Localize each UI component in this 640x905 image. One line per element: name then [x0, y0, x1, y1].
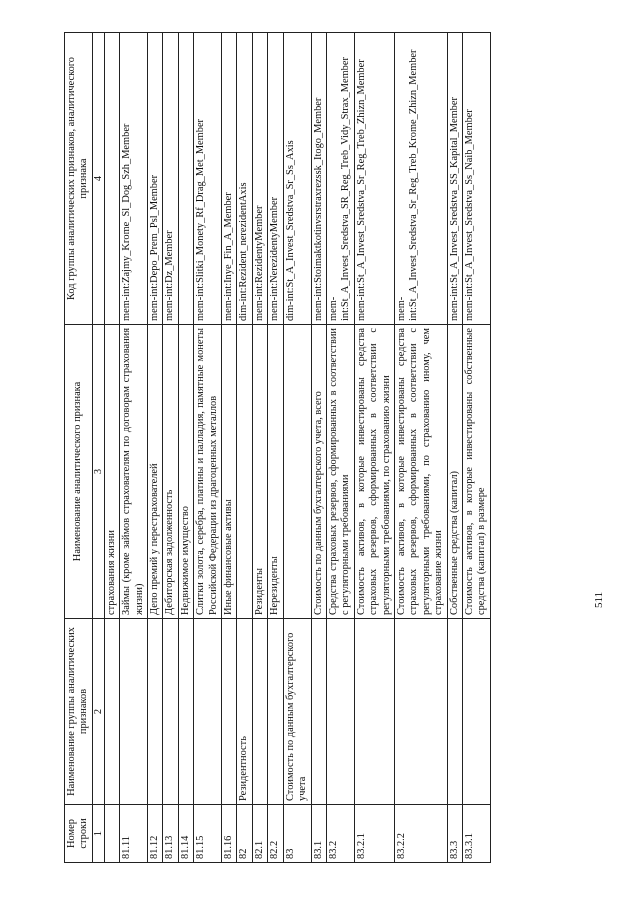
- table-row: [326, 33, 354, 863]
- table-row: [311, 33, 326, 863]
- row-number-cell: 81.14: [178, 805, 193, 863]
- attribute-name-cell: Слитки золота, серебра, платины и палладия, памятные монеты Российской Федерации из драгоценных металлов: [194, 325, 222, 619]
- attribute-name-cell: Недвижимое имущество: [178, 325, 193, 619]
- code-cell: dim-int:Rezident_nerezidentAxis: [237, 33, 252, 325]
- column-number: 3: [92, 325, 104, 619]
- table-row: [163, 33, 178, 863]
- group-name-cell: [120, 619, 148, 805]
- attribute-name-cell: Стоимость активов, в которые инвестированы собственные средства (капитал) в размере: [462, 325, 490, 619]
- attribute-name-cell: Нерезиденты: [268, 325, 283, 619]
- header-group-name: Наименование группы аналитических признаков: [65, 619, 93, 805]
- group-name-cell: [178, 619, 193, 805]
- code-cell: mem-int:Inye_Fin_A_Member: [222, 33, 237, 325]
- code-cell: mem-int:Zajmy_Krome_Sl_Dog_Szh_Member: [120, 33, 148, 325]
- attribute-name-cell: страхования жизни: [104, 325, 119, 619]
- analytic-attributes-table: [64, 32, 491, 863]
- row-number-cell: 83: [283, 805, 311, 863]
- row-number-cell: 83.2: [326, 805, 354, 863]
- group-name-cell: [194, 619, 222, 805]
- attribute-name-cell: [237, 325, 252, 619]
- header-row: [65, 33, 93, 863]
- attribute-name-cell: Стоимость активов, в которые инвестированы средства страховых резервов, сформированных в соответствии с регуляторными требованиями, по страхованию иному, чем страхование жизни: [394, 325, 447, 619]
- row-number-cell: 83.1: [311, 805, 326, 863]
- group-name-cell: [148, 619, 163, 805]
- attribute-name-cell: Собственные средства (капитал): [447, 325, 462, 619]
- group-name-cell: [222, 619, 237, 805]
- row-number-cell: 81.12: [148, 805, 163, 863]
- code-cell: mem-int:Slitki_Monety_Rf_Drag_Met_Member: [194, 33, 222, 325]
- row-number-cell: 83.2.2: [394, 805, 447, 863]
- table-row: [462, 33, 490, 863]
- table-body: [104, 33, 490, 863]
- row-number-cell: 81.13: [163, 805, 178, 863]
- code-cell: mem-int:St_A_Invest_Sredstva_Sr_Reg_Treb_Krome_Zhizn_Member: [394, 33, 447, 325]
- code-cell: mem-int:St_A_Invest_Sredstva_SR_Reg_Treb_Vidy_Strax_Member: [326, 33, 354, 325]
- column-number: 2: [92, 619, 104, 805]
- column-number: 4: [92, 33, 104, 325]
- attribute-name-cell: Займы (кроме займов страхователям по договорам страхования жизни): [120, 325, 148, 619]
- code-cell: mem-int:NerezidentyMember: [268, 33, 283, 325]
- group-name-cell: [163, 619, 178, 805]
- attribute-name-cell: [283, 325, 311, 619]
- row-number-cell: 83.2.1: [354, 805, 394, 863]
- code-cell: mem-int:St_A_Invest_Sredstva_Ss_Naib_Member: [462, 33, 490, 325]
- column-number-row: [92, 33, 104, 863]
- attribute-name-cell: Резиденты: [252, 325, 267, 619]
- group-name-cell: [462, 619, 490, 805]
- table-row: [447, 33, 462, 863]
- group-name-cell: [104, 619, 119, 805]
- group-name-cell: [311, 619, 326, 805]
- row-number-cell: 83.3: [447, 805, 462, 863]
- attribute-name-cell: Стоимость по данным бухгалтерского учета, всего: [311, 325, 326, 619]
- table-row: [237, 33, 252, 863]
- group-name-cell: [354, 619, 394, 805]
- header-attribute-name: Наименование аналитического признака: [65, 325, 93, 619]
- table-row: [120, 33, 148, 863]
- group-name-cell: [268, 619, 283, 805]
- table-row: [354, 33, 394, 863]
- table-row: [394, 33, 447, 863]
- header-row-number: Номер строки: [65, 805, 93, 863]
- group-name-cell: [447, 619, 462, 805]
- code-cell: [178, 33, 193, 325]
- row-number-cell: 81.11: [120, 805, 148, 863]
- row-number-cell: 81.15: [194, 805, 222, 863]
- attribute-name-cell: Стоимость активов, в которые инвестированы средства страховых резервов, сформированных в соответствии с регуляторными требованиями, по страхованию жизни: [354, 325, 394, 619]
- table-row: [283, 33, 311, 863]
- rotated-table-container: [64, 33, 594, 863]
- table-row: [268, 33, 283, 863]
- code-cell: mem-int:Dz_Member: [163, 33, 178, 325]
- attribute-name-cell: Дебиторская задолженность: [163, 325, 178, 619]
- row-number-cell: 83.3.1: [462, 805, 490, 863]
- group-name-cell: [394, 619, 447, 805]
- code-cell: mem-int:Stoimaktkotinvsrstraxrezssk_Itogo_Member: [311, 33, 326, 325]
- row-number-cell: 82: [237, 805, 252, 863]
- code-cell: mem-int:St_A_Invest_Sredstva_SS_Kapital_Member: [447, 33, 462, 325]
- page-number: 511: [593, 591, 605, 608]
- code-cell: [104, 33, 119, 325]
- code-cell: mem-int:St_A_Invest_Sredstva_Sr_Reg_Treb_Zhizn_Member: [354, 33, 394, 325]
- row-number-cell: 82.2: [268, 805, 283, 863]
- header-code: Код группы аналитических признаков, аналитического признака: [65, 33, 93, 325]
- code-cell: mem-int:RezidentyMember: [252, 33, 267, 325]
- group-name-cell: Резидентность: [237, 619, 252, 805]
- table-row: [178, 33, 193, 863]
- table-row: [148, 33, 163, 863]
- row-number-cell: 82.1: [252, 805, 267, 863]
- group-name-cell: Стоимость по данным бухгалтерского учета: [283, 619, 311, 805]
- table-row: [222, 33, 237, 863]
- attribute-name-cell: Средства страховых резервов, сформированных в соответствии с регуляторными требованиями: [326, 325, 354, 619]
- attribute-name-cell: Иные финансовые активы: [222, 325, 237, 619]
- code-cell: mem-int:Depo_Prem_Psl_Member: [148, 33, 163, 325]
- attribute-name-cell: Депо премий у перестрахователей: [148, 325, 163, 619]
- group-name-cell: [252, 619, 267, 805]
- table-row: [104, 33, 119, 863]
- table-row: [194, 33, 222, 863]
- row-number-cell: [104, 805, 119, 863]
- code-cell: dim-int:St_A_Invest_Sredstva_Sr_Ss_Axis: [283, 33, 311, 325]
- group-name-cell: [326, 619, 354, 805]
- table-row: [252, 33, 267, 863]
- row-number-cell: 81.16: [222, 805, 237, 863]
- column-number: 1: [92, 805, 104, 863]
